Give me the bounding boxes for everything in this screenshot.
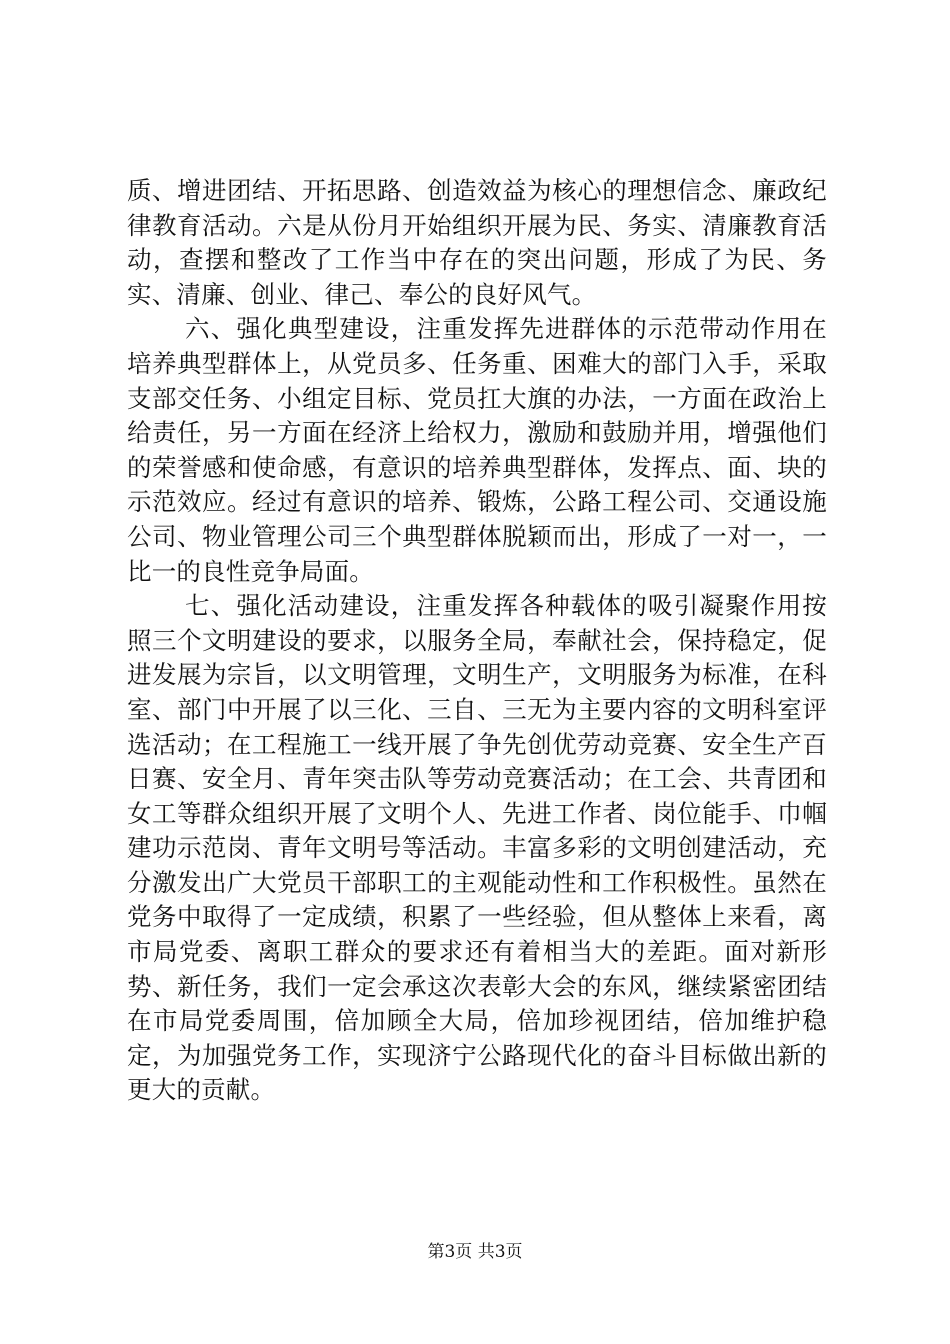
document-body [127,174,827,1108]
paragraph-section-seven: 七、强化活动建设，注重发挥各种载体的吸引凝聚作用按照三个文明建设的要求，以服务全局，奉献社会，保持稳定，促进发展为宗旨，以文明管理，文明生产，文明服务为标准，在科室、部门中开展了以三化、三自、三无为主要内容的文明科室评选活动；在工程施工一线开展了争先创优劳动竞赛、安全生产百日赛、安全月、青年突击队等劳动竞赛活动；在工会、共青团和女工等群众组织开展了文明个人、先进工作者、岗位能手、巾帼建功示范岗、青年文明号等活动。丰富多彩的文明创建活动，充分激发出广大党员干部职工的主观能动性和工作积极性。虽然在党务中取得了一定成绩，积累了一些经验，但从整体上来看，离市局党委、离职工群众的要求还有着相当大的差距。面对新形势、新任务，我们一定会承这次表彰大会的东风，继续紧密团结在市局党委周围，倍加顾全大局，倍加珍视团结，倍加维护稳定，为加强党务工作，实现济宁公路现代化的奋斗目标做出新的更大的贡献。 [127,591,827,1105]
paragraph-section-six: 六、强化典型建设，注重发挥先进群体的示范带动作用在培养典型群体上，从党员多、任务重、困难大的部门入手，采取支部交任务、小组定目标、党员扛大旗的办法，一方面在政治上给责任，另一方面在经济上给权力，激励和鼓励并用，增强他们的荣誉感和使命感，有意识的培养典型群体，发挥点、面、块的示范效应。经过有意识的培养、锻炼，公路工程公司、交通设施公司、物业管理公司三个典型群体脱颖而出，形成了一对一，一比一的良性竞争局面。 [127,314,827,586]
page-number-footer: 第3页 共3页 [427,1242,523,1262]
paragraph-continuation: 质、增进团结、开拓思路、创造效益为核心的理想信念、廉政纪律教育活动。六是从份月开始组织开展为民、务实、清廉教育活动，查摆和整改了工作当中存在的突出问题，形成了为民、务实、清廉、创业、律己、奉公的良好风气。 [127,176,827,309]
